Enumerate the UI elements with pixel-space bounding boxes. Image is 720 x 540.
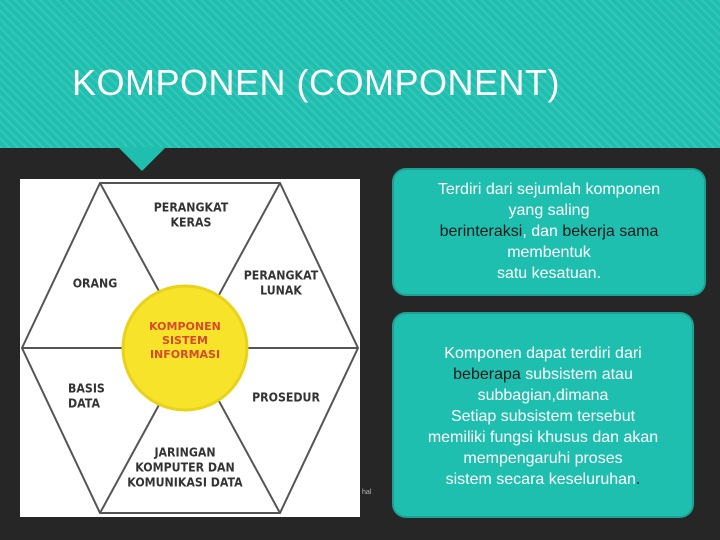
box2-line: Setiap subsistem tersebut bbox=[450, 408, 636, 425]
box1-line: membentuk bbox=[507, 244, 591, 261]
box2-line bbox=[392, 364, 694, 385]
box1-line: Terdiri dari sejumlah komponen bbox=[437, 181, 661, 198]
box2-line: memiliki fungsi khusus dan akan bbox=[427, 429, 659, 446]
box2-line: Komponen dapat terdiri dari bbox=[444, 345, 642, 362]
box2-text: sistem secara keseluruhan bbox=[445, 471, 636, 488]
box2-line: subbagian,dimana bbox=[477, 387, 609, 404]
segment-orang: ORANG bbox=[72, 276, 118, 291]
box1-line: yang saling bbox=[508, 202, 590, 219]
segment-prosedur: PROSEDUR bbox=[252, 390, 320, 405]
segment-perangkat-keras: PERANGKAT KERAS bbox=[153, 200, 229, 230]
definition-box bbox=[392, 168, 706, 296]
highlight-text: . bbox=[635, 471, 641, 488]
box2-line: mempengaruhi proses bbox=[463, 450, 623, 467]
box1-line bbox=[392, 221, 706, 242]
highlight-text: berinteraksi bbox=[439, 223, 523, 240]
box1-text: , dan bbox=[522, 223, 563, 240]
segment-basis-data: BASIS DATA bbox=[68, 381, 105, 411]
box2-line bbox=[392, 469, 694, 490]
footnote-text: hal bbox=[362, 489, 372, 496]
highlight-text: bekerja sama bbox=[562, 223, 659, 240]
subsystem-box bbox=[392, 312, 694, 518]
segment-perangkat-lunak: PERANGKAT LUNAK bbox=[243, 268, 319, 298]
banner-notch bbox=[118, 147, 166, 171]
slide-title: KOMPONEN (COMPONENT) bbox=[72, 62, 561, 103]
information-system-diagram bbox=[20, 179, 360, 517]
center-label: KOMPONEN SISTEM INFORMASI bbox=[149, 320, 221, 361]
box1-line: satu kesatuan. bbox=[496, 265, 602, 282]
box2-text: subsistem atau bbox=[520, 366, 633, 383]
highlight-text: beberapa bbox=[453, 366, 521, 383]
segment-jaringan: JARINGAN KOMPUTER DAN KOMUNIKASI DATA bbox=[127, 445, 243, 490]
